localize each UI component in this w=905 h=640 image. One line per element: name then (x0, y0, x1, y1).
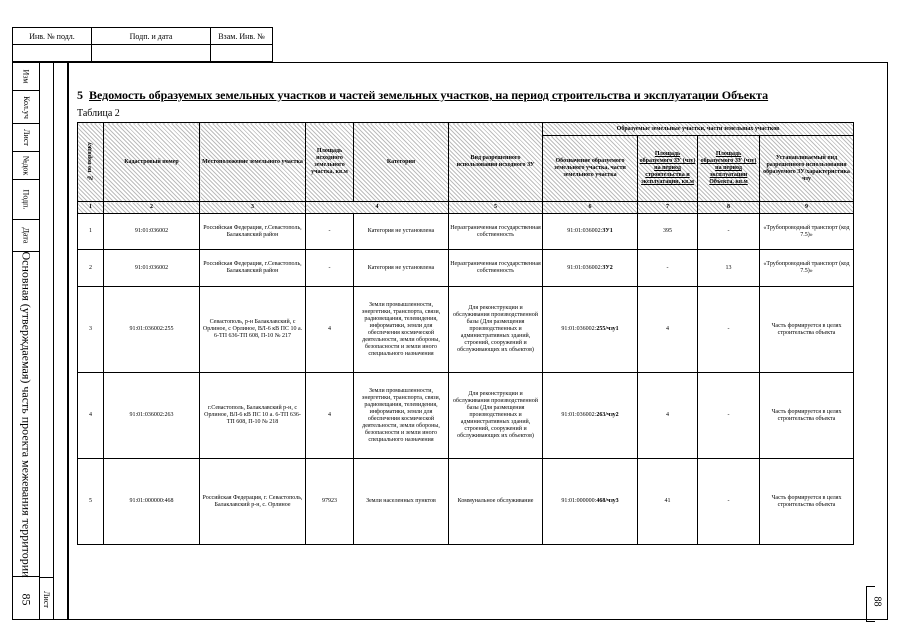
colnum-5: 5 (449, 202, 543, 214)
row-cadastral: 91:01:036002 (104, 214, 200, 250)
row-location: г.Севастополь, Балаклавский р-н, с Орлиное, ВЛ-6 кВ ПС 10 а. 6-ТП 636-ТП 608, П-10 № 218 (200, 373, 306, 459)
label-data-cell (13, 220, 39, 252)
stamp-block-top (12, 27, 273, 61)
left-strip-labels (12, 62, 40, 620)
row-area-zu: 4 (638, 373, 698, 459)
column-number-row (78, 202, 854, 214)
table-row (78, 373, 854, 459)
header-permitted-use: Вид разрешенного использования исходного ЗУ (449, 123, 543, 202)
row-permitted-use: Неразграниченная государственная собственность (449, 250, 543, 287)
statement-table-wrap (77, 122, 853, 545)
row-established-use: Часть формируется в целях строительства объекта (760, 373, 854, 459)
header-designation: Обозначение образуемого земельного участка, части земельного участка (543, 136, 638, 202)
colnum-1: 1 (78, 202, 104, 214)
header-established-use: Устанавливаемый вид разрешенного использования образуемого ЗУ/характеристика чзу (760, 136, 854, 202)
row-area-ops: - (698, 214, 760, 250)
table-row (78, 287, 854, 373)
row-cadastral: 91:01:036002:255 (104, 287, 200, 373)
vzam-label: Взам. Инв. № (211, 28, 273, 45)
header-no: № по порядку (78, 123, 104, 202)
row-area-ops: 13 (698, 250, 760, 287)
vzam-value (211, 45, 273, 62)
row-permitted-use: Для реконструкции и обслуживания производственной базы (Для размещения производственных и административных зданий, строений, сооружений и обслуживающих их объектов) (449, 373, 543, 459)
inv-label: Инв. № подл. (13, 28, 92, 45)
row-designation: 91:01:036002:255/чзу1 (543, 287, 638, 373)
doc-title-cell (13, 252, 39, 577)
row-no: 2 (78, 250, 104, 287)
header-area-zu: Площадь образуемого ЗУ (чзу) на период строительства и эксплуатации, кв.м (638, 136, 698, 202)
label-ndoc: №док (21, 155, 31, 176)
row-cadastral: 91:01:036002:263 (104, 373, 200, 459)
row-designation: 91:01:036002:263/чзу2 (543, 373, 638, 459)
sheet-number: 85 (19, 593, 34, 605)
label-ndoc-cell (13, 152, 39, 180)
colnum-8: 8 (698, 202, 760, 214)
left-strip-col2 (40, 62, 54, 620)
statement-table (77, 122, 854, 545)
row-no: 5 (78, 459, 104, 545)
header-group: Образуемые земельные участки, части земельных участков (543, 123, 854, 136)
row-designation: 91:01:000000:468/чзу3 (543, 459, 638, 545)
label-list: Лист (21, 129, 31, 146)
row-no: 1 (78, 214, 104, 250)
header-cadastral: Кадастровый номер (104, 123, 200, 202)
label-kolvo-cell (13, 91, 39, 124)
label-podp: Подп. (21, 189, 31, 210)
inv-value (13, 45, 92, 62)
row-location: Российская Федерация, г. Севастополь, Балаклавский р-н, с. Орлиное (200, 459, 306, 545)
row-area-ops: - (698, 287, 760, 373)
sheet-label-cell (40, 577, 53, 621)
sheet-label: Лист (42, 591, 52, 608)
header-category: Категория (354, 123, 449, 202)
row-area-ops: - (698, 373, 760, 459)
row-location: Севастополь, р-н Балаклавский, с Орлиное, с Орлиное, ВЛ-6 кВ ПС 10 а. 6-ТП 636-ТП 608, П-10 № 217 (200, 287, 306, 373)
page-number: 88 (871, 596, 883, 607)
colnum-3: 3 (200, 202, 306, 214)
label-podp-cell (13, 180, 39, 220)
row-area-src: - (306, 214, 354, 250)
left-title-strip (12, 62, 68, 620)
row-category: Категория не установлена (354, 214, 449, 250)
row-location: Российская Федерация, г.Севастополь, Балаклавский район (200, 214, 306, 250)
colnum-2: 2 (104, 202, 200, 214)
row-area-src: 4 (306, 373, 354, 459)
sign-label: Подп. и дата (92, 28, 211, 45)
row-designation: 91:01:036002:ЗУ2 (543, 250, 638, 287)
row-location: Российская Федерация, г.Севастополь, Балаклавский район (200, 250, 306, 287)
colnum-4: 4 (306, 202, 449, 214)
header-area-ops: Площадь образуемого ЗУ (чзу) на период эксплуатации Объекта, кв.м (698, 136, 760, 202)
sheet-number-cell (13, 577, 39, 621)
row-area-src: 97923 (306, 459, 354, 545)
label-data: Дата (21, 227, 31, 244)
table-caption: Таблица 2 (77, 108, 120, 119)
row-permitted-use: Для реконструкции и обслуживания производственной базы (Для размещения производственных и административных зданий, строений, сооружений и обслуживающих их объектов) (449, 287, 543, 373)
label-izm: Изм (21, 69, 31, 84)
label-list-cell (13, 124, 39, 152)
row-area-ops: - (698, 459, 760, 545)
row-established-use: Часть формируется в целях строительства объекта (760, 287, 854, 373)
table-row (78, 214, 854, 250)
row-permitted-use: Неразграниченная государственная собственность (449, 214, 543, 250)
table-row (78, 459, 854, 545)
colnum-9: 9 (760, 202, 854, 214)
row-cadastral: 91:01:036002 (104, 250, 200, 287)
row-designation: 91:01:036002:ЗУ1 (543, 214, 638, 250)
doc-title: Основная (утверждаемая) часть проекта межевания территории (19, 250, 34, 578)
row-established-use: «Трубопроводный транспорт (код 7.5)» (760, 214, 854, 250)
section-heading (77, 88, 768, 103)
section-title: Ведомость образуемых земельных участков и частей земельных участков, на период строительства и эксплуатации Объекта (89, 88, 769, 102)
row-area-src: - (306, 250, 354, 287)
section-number: 5 (77, 88, 83, 102)
left-strip-col3 (54, 62, 68, 620)
table-row (78, 250, 854, 287)
colnum-6: 6 (543, 202, 638, 214)
row-area-zu: - (638, 250, 698, 287)
row-category: Земли промышленности, энергетики, транспорта, связи, радиовещания, телевидения, информатики, земли для обеспечения космической деятельности, земли обороны, безопасности и земли иного специального назначения (354, 373, 449, 459)
label-izm-cell (13, 63, 39, 91)
row-area-zu: 41 (638, 459, 698, 545)
row-category: Категория не установлена (354, 250, 449, 287)
header-location: Местоположение земельного участка (200, 123, 306, 202)
row-category: Земли промышленности, энергетики, транспорта, связи, радиовещания, телевидения, информатики, земли для обеспечения космической деятельности, земли обороны, безопасности и земли иного специального назначения (354, 287, 449, 373)
row-area-zu: 395 (638, 214, 698, 250)
row-category: Земли населенных пунктов (354, 459, 449, 545)
sign-value (92, 45, 211, 62)
row-cadastral: 91:01:000000:468 (104, 459, 200, 545)
label-kolvo: Кол.уч (21, 95, 31, 119)
header-area-src: Площадь исходного земельного участка, кв.м (306, 123, 354, 202)
row-no: 4 (78, 373, 104, 459)
row-established-use: «Трубопроводный транспорт (код 7.5)» (760, 250, 854, 287)
row-area-zu: 4 (638, 287, 698, 373)
row-area-src: 4 (306, 287, 354, 373)
row-permitted-use: Коммунальное обслуживание (449, 459, 543, 545)
row-no: 3 (78, 287, 104, 373)
row-established-use: Часть формируется в целях строительства объекта (760, 459, 854, 545)
colnum-7: 7 (638, 202, 698, 214)
